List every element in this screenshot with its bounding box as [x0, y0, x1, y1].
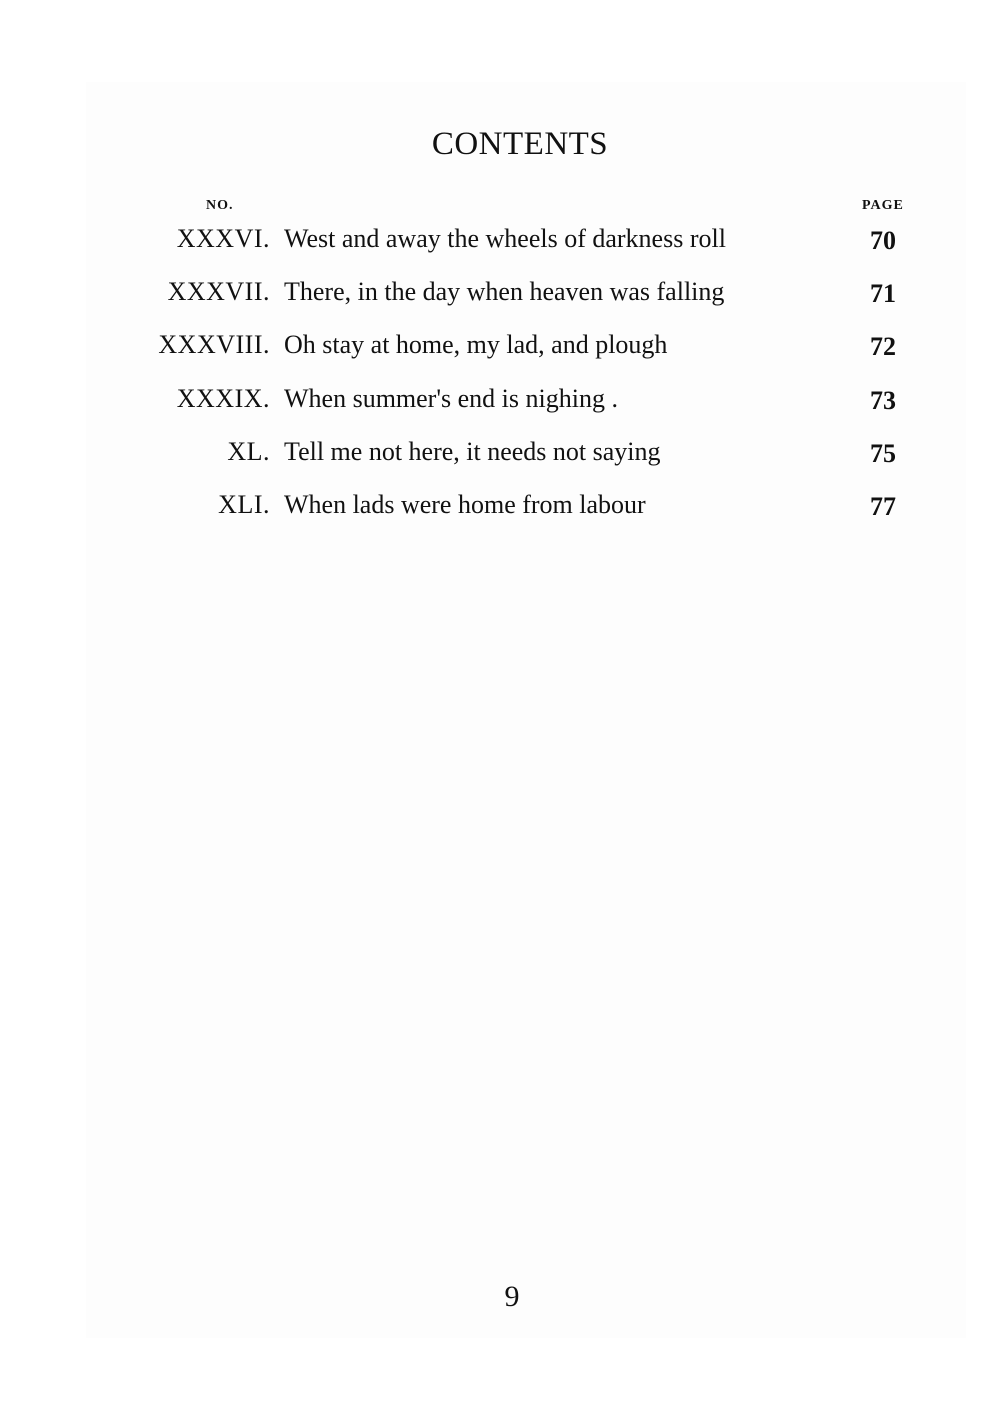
toc-entry-title: Oh stay at home, my lad, and plough [284, 330, 668, 359]
toc-entry-page: 72 [870, 332, 896, 361]
toc-entry-title: When lads were home from labour [284, 490, 646, 519]
toc-entry-page: 75 [870, 439, 896, 468]
toc-entry-title: Tell me not here, it needs not saying [284, 437, 661, 466]
toc-entry[interactable] [0, 277, 1000, 317]
toc-entry-page: 77 [870, 492, 896, 521]
toc-entry-number: XXXVI. [176, 224, 270, 253]
page-number: 9 [504, 1280, 520, 1313]
toc-entry[interactable] [0, 490, 1000, 530]
toc-entry[interactable] [0, 437, 1000, 477]
toc-entry-page: 73 [870, 386, 896, 415]
toc-entry-number: XXXVIII. [158, 330, 270, 359]
toc-entry-number: XLI. [218, 490, 270, 519]
toc-entry[interactable] [0, 384, 1000, 424]
toc-entry-title: West and away the wheels of darkness roll [284, 224, 726, 253]
toc-entry[interactable] [0, 224, 1000, 264]
toc-entry-page: 70 [870, 226, 896, 255]
page-column-heading: PAGE [862, 198, 904, 213]
page-sheet [86, 82, 966, 1338]
toc-entry-number: XL. [227, 437, 270, 466]
page-title: CONTENTS [431, 126, 609, 162]
toc-entry-title: When summer's end is nighing . [284, 384, 618, 413]
toc-entry[interactable] [0, 330, 1000, 370]
toc-entry-title: There, in the day when heaven was falling [284, 277, 725, 306]
toc-entry-number: XXXVII. [167, 277, 270, 306]
toc-entry-page: 71 [870, 279, 896, 308]
toc-entry-number: XXXIX. [176, 384, 270, 413]
number-column-heading: NO. [206, 198, 234, 213]
